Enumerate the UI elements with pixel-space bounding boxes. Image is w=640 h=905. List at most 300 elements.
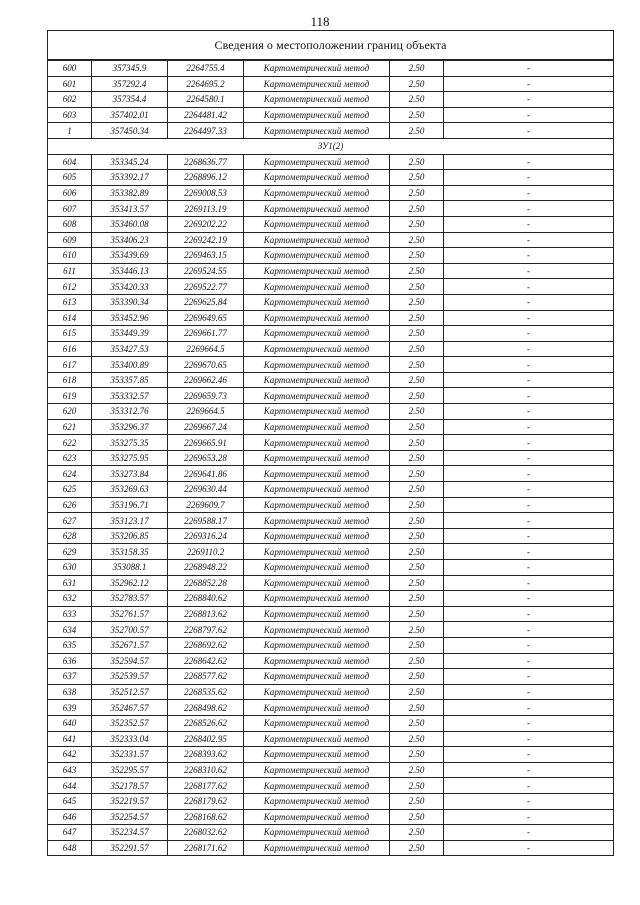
cell-point-number: 603 <box>48 107 92 123</box>
cell-method: Картометрический метод <box>244 528 390 544</box>
cell-coord-x: 353406.23 <box>92 232 168 248</box>
table-title-row <box>48 31 614 61</box>
cell-point-number: 647 <box>48 825 92 841</box>
cell-coord-y: 2268642.62 <box>168 653 244 669</box>
cell-accuracy: 2.50 <box>390 544 444 560</box>
cell-accuracy: 2.50 <box>390 279 444 295</box>
table-row <box>48 513 614 529</box>
table-row <box>48 778 614 794</box>
cell-method: Картометрический метод <box>244 76 390 92</box>
cell-description: - <box>444 793 614 809</box>
cell-point-number: 616 <box>48 341 92 357</box>
cell-coord-x: 353460.08 <box>92 216 168 232</box>
cell-method: Картометрический метод <box>244 123 390 139</box>
table-row <box>48 731 614 747</box>
cell-coord-y: 2269316.24 <box>168 528 244 544</box>
table-row <box>48 170 614 186</box>
table-row <box>48 793 614 809</box>
cell-point-number: 646 <box>48 809 92 825</box>
table-row <box>48 201 614 217</box>
cell-method: Картометрический метод <box>244 482 390 498</box>
cell-method: Картометрический метод <box>244 731 390 747</box>
cell-coord-y: 2268948.22 <box>168 560 244 576</box>
cell-coord-x: 352594.57 <box>92 653 168 669</box>
cell-description: - <box>444 840 614 856</box>
table-row <box>48 263 614 279</box>
cell-method: Картометрический метод <box>244 170 390 186</box>
cell-coord-x: 357354.4 <box>92 92 168 108</box>
cell-method: Картометрический метод <box>244 544 390 560</box>
cell-method: Картометрический метод <box>244 684 390 700</box>
cell-description: - <box>444 248 614 264</box>
cell-accuracy: 2.50 <box>390 684 444 700</box>
table-row <box>48 482 614 498</box>
cell-method: Картометрический метод <box>244 591 390 607</box>
cell-description: - <box>444 60 614 76</box>
cell-description: - <box>444 419 614 435</box>
cell-accuracy: 2.50 <box>390 747 444 763</box>
cell-description: - <box>444 123 614 139</box>
cell-coord-y: 2268852.28 <box>168 575 244 591</box>
cell-coord-x: 352467.57 <box>92 700 168 716</box>
table-row <box>48 466 614 482</box>
cell-accuracy: 2.50 <box>390 825 444 841</box>
table-row <box>48 669 614 685</box>
cell-coord-y: 2269463.15 <box>168 248 244 264</box>
cell-coord-x: 353196.71 <box>92 497 168 513</box>
cell-description: - <box>444 809 614 825</box>
cell-accuracy: 2.50 <box>390 76 444 92</box>
table-row <box>48 404 614 420</box>
cell-coord-x: 352352.57 <box>92 715 168 731</box>
cell-coord-x: 353390.34 <box>92 294 168 310</box>
cell-accuracy: 2.50 <box>390 294 444 310</box>
cell-point-number: 623 <box>48 450 92 466</box>
cell-description: - <box>444 263 614 279</box>
cell-coord-x: 352295.57 <box>92 762 168 778</box>
cell-coord-y: 2268577.62 <box>168 669 244 685</box>
cell-accuracy: 2.50 <box>390 388 444 404</box>
cell-method: Картометрический метод <box>244 216 390 232</box>
cell-method: Картометрический метод <box>244 263 390 279</box>
cell-point-number: 633 <box>48 606 92 622</box>
cell-description: - <box>444 528 614 544</box>
cell-coord-x: 352512.57 <box>92 684 168 700</box>
cell-description: - <box>444 232 614 248</box>
cell-point-number: 601 <box>48 76 92 92</box>
cell-method: Картометрический метод <box>244 466 390 482</box>
table-row <box>48 700 614 716</box>
table-row <box>48 341 614 357</box>
cell-description: - <box>444 778 614 794</box>
table-row <box>48 248 614 264</box>
cell-accuracy: 2.50 <box>390 840 444 856</box>
cell-method: Картометрический метод <box>244 372 390 388</box>
cell-coord-x: 353312.76 <box>92 404 168 420</box>
table-row <box>48 606 614 622</box>
cell-coord-x: 352962.12 <box>92 575 168 591</box>
table-row <box>48 825 614 841</box>
table-row <box>48 715 614 731</box>
cell-method: Картометрический метод <box>244 419 390 435</box>
cell-point-number: 624 <box>48 466 92 482</box>
cell-coord-y: 2268896.12 <box>168 170 244 186</box>
table-row <box>48 591 614 607</box>
cell-coord-y: 2268535.62 <box>168 684 244 700</box>
cell-accuracy: 2.50 <box>390 715 444 731</box>
cell-point-number: 645 <box>48 793 92 809</box>
cell-accuracy: 2.50 <box>390 450 444 466</box>
cell-method: Картометрический метод <box>244 310 390 326</box>
cell-coord-x: 352219.57 <box>92 793 168 809</box>
cell-accuracy: 2.50 <box>390 435 444 451</box>
cell-point-number: 631 <box>48 575 92 591</box>
cell-method: Картометрический метод <box>244 497 390 513</box>
cell-coord-x: 352333.04 <box>92 731 168 747</box>
table-row <box>48 435 614 451</box>
cell-method: Картометрический метод <box>244 653 390 669</box>
cell-point-number: 611 <box>48 263 92 279</box>
cell-coord-y: 2268171.62 <box>168 840 244 856</box>
cell-point-number: 641 <box>48 731 92 747</box>
cell-coord-y: 2269653.28 <box>168 450 244 466</box>
cell-coord-y: 2268402.95 <box>168 731 244 747</box>
cell-coord-y: 2268393.62 <box>168 747 244 763</box>
cell-accuracy: 2.50 <box>390 341 444 357</box>
cell-point-number: 617 <box>48 357 92 373</box>
cell-accuracy: 2.50 <box>390 201 444 217</box>
cell-coord-y: 2264580.1 <box>168 92 244 108</box>
cell-accuracy: 2.50 <box>390 466 444 482</box>
cell-coord-x: 353400.89 <box>92 357 168 373</box>
table-row <box>48 279 614 295</box>
cell-coord-x: 353382.89 <box>92 185 168 201</box>
cell-method: Картометрический метод <box>244 637 390 653</box>
cell-description: - <box>444 762 614 778</box>
cell-accuracy: 2.50 <box>390 216 444 232</box>
table-row <box>48 622 614 638</box>
cell-method: Картометрический метод <box>244 404 390 420</box>
cell-accuracy: 2.50 <box>390 154 444 170</box>
cell-accuracy: 2.50 <box>390 404 444 420</box>
cell-coord-x: 353449.39 <box>92 326 168 342</box>
cell-coord-x: 353275.35 <box>92 435 168 451</box>
cell-description: - <box>444 435 614 451</box>
cell-coord-x: 353452.96 <box>92 310 168 326</box>
cell-accuracy: 2.50 <box>390 622 444 638</box>
table-row <box>48 185 614 201</box>
cell-accuracy: 2.50 <box>390 123 444 139</box>
cell-coord-y: 2269008.53 <box>168 185 244 201</box>
cell-point-number: 606 <box>48 185 92 201</box>
cell-description: - <box>444 341 614 357</box>
cell-point-number: 619 <box>48 388 92 404</box>
cell-point-number: 615 <box>48 326 92 342</box>
cell-coord-y: 2269659.73 <box>168 388 244 404</box>
cell-coord-y: 2269662.46 <box>168 372 244 388</box>
cell-coord-y: 2268840.62 <box>168 591 244 607</box>
cell-method: Картометрический метод <box>244 294 390 310</box>
cell-coord-x: 357292.4 <box>92 76 168 92</box>
cell-point-number: 604 <box>48 154 92 170</box>
cell-coord-x: 352539.57 <box>92 669 168 685</box>
cell-coord-x: 353446.13 <box>92 263 168 279</box>
cell-coord-y: 2269649.65 <box>168 310 244 326</box>
cell-accuracy: 2.50 <box>390 809 444 825</box>
table-row <box>48 762 614 778</box>
cell-point-number: 607 <box>48 201 92 217</box>
cell-accuracy: 2.50 <box>390 107 444 123</box>
cell-point-number: 640 <box>48 715 92 731</box>
cell-description: - <box>444 154 614 170</box>
cell-method: Картометрический метод <box>244 279 390 295</box>
cell-coord-x: 353296.37 <box>92 419 168 435</box>
cell-point-number: 634 <box>48 622 92 638</box>
cell-description: - <box>444 185 614 201</box>
cell-coord-y: 2268692.62 <box>168 637 244 653</box>
cell-point-number: 1 <box>48 123 92 139</box>
table-row <box>48 60 614 76</box>
cell-method: Картометрический метод <box>244 840 390 856</box>
cell-point-number: 636 <box>48 653 92 669</box>
cell-accuracy: 2.50 <box>390 731 444 747</box>
cell-description: - <box>444 170 614 186</box>
table-row <box>48 310 614 326</box>
cell-accuracy: 2.50 <box>390 372 444 388</box>
cell-point-number: 637 <box>48 669 92 685</box>
cell-accuracy: 2.50 <box>390 528 444 544</box>
cell-description: - <box>444 747 614 763</box>
cell-coord-y: 2264497.33 <box>168 123 244 139</box>
cell-accuracy: 2.50 <box>390 419 444 435</box>
cell-coord-x: 352254.57 <box>92 809 168 825</box>
table-row <box>48 653 614 669</box>
cell-accuracy: 2.50 <box>390 637 444 653</box>
cell-method: Картометрический метод <box>244 107 390 123</box>
cell-method: Картометрический метод <box>244 341 390 357</box>
cell-description: - <box>444 684 614 700</box>
cell-coord-y: 2269202.22 <box>168 216 244 232</box>
cell-coord-y: 2264695.2 <box>168 76 244 92</box>
cell-accuracy: 2.50 <box>390 575 444 591</box>
cell-method: Картометрический метод <box>244 201 390 217</box>
cell-point-number: 609 <box>48 232 92 248</box>
table-row <box>48 637 614 653</box>
cell-point-number: 613 <box>48 294 92 310</box>
cell-point-number: 628 <box>48 528 92 544</box>
cell-coord-y: 2269664.5 <box>168 404 244 420</box>
cell-coord-x: 353413.57 <box>92 201 168 217</box>
cell-coord-x: 353206.85 <box>92 528 168 544</box>
cell-method: Картометрический метод <box>244 715 390 731</box>
cell-method: Картометрический метод <box>244 669 390 685</box>
cell-coord-y: 2268179.62 <box>168 793 244 809</box>
cell-description: - <box>444 466 614 482</box>
table-row <box>48 450 614 466</box>
cell-point-number: 632 <box>48 591 92 607</box>
table-row <box>48 76 614 92</box>
cell-description: - <box>444 216 614 232</box>
table-row <box>48 840 614 856</box>
cell-accuracy: 2.50 <box>390 606 444 622</box>
cell-accuracy: 2.50 <box>390 653 444 669</box>
cell-method: Картометрический метод <box>244 248 390 264</box>
cell-method: Картометрический метод <box>244 778 390 794</box>
cell-point-number: 629 <box>48 544 92 560</box>
cell-method: Картометрический метод <box>244 513 390 529</box>
table-row <box>48 388 614 404</box>
cell-coord-x: 352234.57 <box>92 825 168 841</box>
section-label: ЗУ1(2) <box>48 138 614 154</box>
table-row <box>48 372 614 388</box>
boundary-coordinates-table <box>47 30 614 856</box>
cell-coord-x: 353357.85 <box>92 372 168 388</box>
cell-description: - <box>444 560 614 576</box>
cell-description: - <box>444 544 614 560</box>
cell-point-number: 614 <box>48 310 92 326</box>
cell-coord-y: 2268813.62 <box>168 606 244 622</box>
table-title: Сведения о местоположении границ объекта <box>48 31 614 61</box>
cell-method: Картометрический метод <box>244 92 390 108</box>
section-label-row <box>48 138 614 154</box>
cell-coord-x: 352291.57 <box>92 840 168 856</box>
cell-coord-x: 357450.34 <box>92 123 168 139</box>
cell-accuracy: 2.50 <box>390 60 444 76</box>
cell-description: - <box>444 575 614 591</box>
cell-accuracy: 2.50 <box>390 357 444 373</box>
cell-point-number: 602 <box>48 92 92 108</box>
cell-coord-y: 2269661.77 <box>168 326 244 342</box>
cell-description: - <box>444 92 614 108</box>
cell-coord-x: 353275.95 <box>92 450 168 466</box>
cell-coord-x: 352178.57 <box>92 778 168 794</box>
cell-point-number: 621 <box>48 419 92 435</box>
cell-method: Картометрический метод <box>244 450 390 466</box>
cell-method: Картометрический метод <box>244 60 390 76</box>
cell-point-number: 610 <box>48 248 92 264</box>
cell-method: Картометрический метод <box>244 435 390 451</box>
cell-accuracy: 2.50 <box>390 669 444 685</box>
table-row <box>48 497 614 513</box>
cell-coord-x: 353273.84 <box>92 466 168 482</box>
cell-method: Картометрический метод <box>244 747 390 763</box>
cell-accuracy: 2.50 <box>390 170 444 186</box>
cell-description: - <box>444 107 614 123</box>
cell-coord-x: 352761.57 <box>92 606 168 622</box>
cell-coord-y: 2269588.17 <box>168 513 244 529</box>
cell-accuracy: 2.50 <box>390 513 444 529</box>
cell-method: Картометрический метод <box>244 357 390 373</box>
cell-description: - <box>444 591 614 607</box>
cell-accuracy: 2.50 <box>390 793 444 809</box>
cell-accuracy: 2.50 <box>390 92 444 108</box>
table-row <box>48 107 614 123</box>
cell-coord-y: 2264755.4 <box>168 60 244 76</box>
cell-point-number: 642 <box>48 747 92 763</box>
cell-description: - <box>444 201 614 217</box>
cell-description: - <box>444 372 614 388</box>
cell-point-number: 625 <box>48 482 92 498</box>
cell-coord-y: 2268310.62 <box>168 762 244 778</box>
cell-description: - <box>444 388 614 404</box>
cell-point-number: 648 <box>48 840 92 856</box>
cell-point-number: 626 <box>48 497 92 513</box>
table-row <box>48 575 614 591</box>
cell-coord-x: 352700.57 <box>92 622 168 638</box>
cell-coord-x: 352671.57 <box>92 637 168 653</box>
cell-accuracy: 2.50 <box>390 263 444 279</box>
cell-accuracy: 2.50 <box>390 185 444 201</box>
cell-coord-x: 353088.1 <box>92 560 168 576</box>
cell-method: Картометрический метод <box>244 622 390 638</box>
cell-coord-x: 353158.35 <box>92 544 168 560</box>
cell-coord-y: 2269630.44 <box>168 482 244 498</box>
cell-accuracy: 2.50 <box>390 248 444 264</box>
cell-method: Картометрический метод <box>244 762 390 778</box>
cell-description: - <box>444 310 614 326</box>
cell-point-number: 644 <box>48 778 92 794</box>
cell-coord-y: 2269665.91 <box>168 435 244 451</box>
cell-coord-x: 353439.69 <box>92 248 168 264</box>
cell-coord-y: 2268526.62 <box>168 715 244 731</box>
cell-coord-y: 2268168.62 <box>168 809 244 825</box>
cell-coord-y: 2269670.65 <box>168 357 244 373</box>
cell-description: - <box>444 669 614 685</box>
cell-description: - <box>444 497 614 513</box>
cell-point-number: 627 <box>48 513 92 529</box>
table-row <box>48 357 614 373</box>
cell-method: Картометрический метод <box>244 326 390 342</box>
cell-coord-y: 2269664.5 <box>168 341 244 357</box>
cell-accuracy: 2.50 <box>390 497 444 513</box>
table-row <box>48 216 614 232</box>
cell-method: Картометрический метод <box>244 575 390 591</box>
cell-description: - <box>444 294 614 310</box>
cell-coord-y: 2264481.42 <box>168 107 244 123</box>
cell-coord-x: 357345.9 <box>92 60 168 76</box>
page-number: 118 <box>310 14 330 29</box>
table-row <box>48 809 614 825</box>
cell-description: - <box>444 326 614 342</box>
cell-description: - <box>444 825 614 841</box>
cell-coord-x: 353420.33 <box>92 279 168 295</box>
cell-coord-x: 353123.17 <box>92 513 168 529</box>
cell-point-number: 639 <box>48 700 92 716</box>
table-row <box>48 684 614 700</box>
cell-point-number: 635 <box>48 637 92 653</box>
cell-coord-x: 352783.57 <box>92 591 168 607</box>
cell-point-number: 618 <box>48 372 92 388</box>
cell-method: Картометрический метод <box>244 560 390 576</box>
cell-coord-x: 353427.53 <box>92 341 168 357</box>
cell-description: - <box>444 357 614 373</box>
cell-description: - <box>444 76 614 92</box>
cell-coord-y: 2269667.24 <box>168 419 244 435</box>
cell-coord-y: 2269524.55 <box>168 263 244 279</box>
cell-description: - <box>444 715 614 731</box>
cell-coord-y: 2269242.19 <box>168 232 244 248</box>
cell-coord-x: 353269.63 <box>92 482 168 498</box>
cell-description: - <box>444 637 614 653</box>
cell-accuracy: 2.50 <box>390 326 444 342</box>
cell-coord-x: 353345.24 <box>92 154 168 170</box>
table-row <box>48 92 614 108</box>
table-row <box>48 528 614 544</box>
cell-method: Картометрический метод <box>244 606 390 622</box>
cell-point-number: 638 <box>48 684 92 700</box>
cell-coord-y: 2269113.19 <box>168 201 244 217</box>
cell-description: - <box>444 450 614 466</box>
